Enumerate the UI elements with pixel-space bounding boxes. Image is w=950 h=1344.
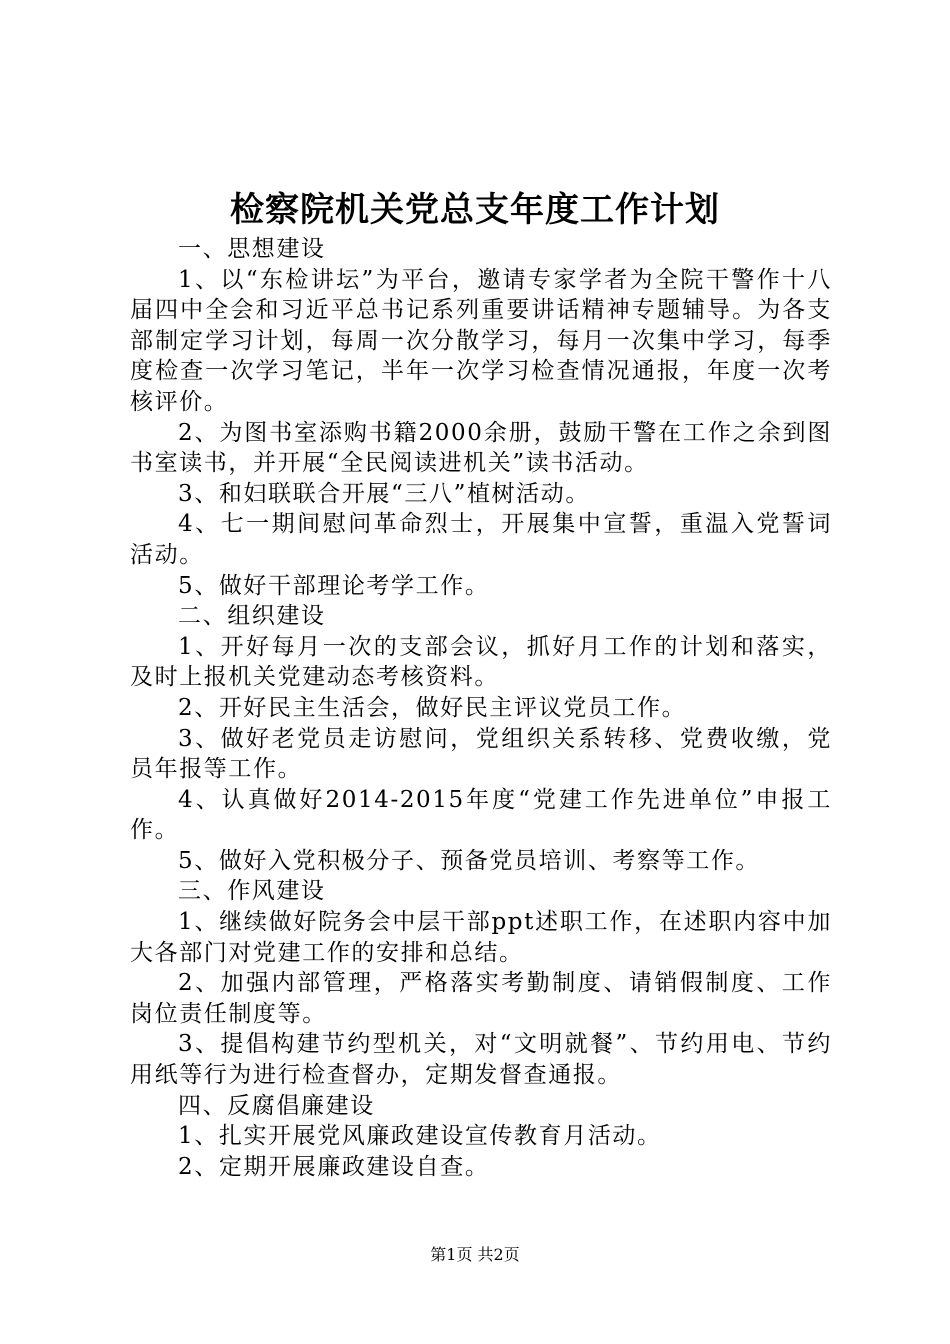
paragraph: 5、做好入党积极分子、预备党员培训、考察等工作。 [178,847,761,874]
paragraph: 3、做好老党员走访慰问，党组织关系转移、党费收缴，党员年报等工作。 [130,725,832,783]
document-body [130,234,832,1182]
paragraph: 2、开好民主生活会，做好民主评议党员工作。 [178,694,687,721]
paragraph: 2、加强内部管理，严格落实考勤制度、请销假制度、工作岗位责任制度等。 [130,970,832,1027]
section-heading: 三、作风建设 [178,878,326,905]
paragraph: 4、认真做好2014-2015年度“党建工作先进单位”申报工作。 [130,786,832,844]
paragraph: 1、开好每月一次的支部会议，抓好月工作的计划和落实，及时上报机关党建动态考核资料。 [130,633,832,691]
paragraph: 2、定期开展廉政建设自查。 [178,1153,490,1180]
paragraph: 1、扎实开展党风廉政建设宣传教育月活动。 [178,1123,662,1150]
paragraph: 5、做好干部理论考学工作。 [178,572,490,599]
section-heading: 二、组织建设 [178,603,326,630]
page-number-footer: 第1页 共2页 [430,1245,520,1264]
paragraph: 3、和妇联联合开展“三八”植树活动。 [178,480,590,507]
paragraph: 1、继续做好院务会中层干部ppt述职工作，在述职内容中加大各部门对党建工作的安排和总结。 [130,909,832,966]
paragraph: 4、七一期间慰问革命烈士，开展集中宣誓，重温入党誓词活动。 [130,511,832,568]
section-heading: 一、思想建设 [178,236,326,262]
paragraph: 2、为图书室添购书籍2000余册，鼓励干警在工作之余到图书室读书，并开展“全民阅读进机关”读书活动。 [130,419,832,477]
section-heading: 四、反腐倡廉建设 [178,1092,375,1119]
paragraph: 3、提倡构建节约型机关，对“文明就餐”、节约用电、节约用纸等行为进行检查督办，定期发督查通报。 [130,1031,832,1089]
document-title: 检察院机关党总支年度工作计划 [230,190,720,230]
paragraph: 1、以“东检讲坛”为平台，邀请专家学者为全院干警作十八届四中全会和习近平总书记系列重要讲话精神专题辅导。为各支部制定学习计划，每周一次分散学习，每月一次集中学习，每季度检查一次学习笔记，半年一次学习检查情况通报，年度一次考核评价。 [130,266,832,415]
